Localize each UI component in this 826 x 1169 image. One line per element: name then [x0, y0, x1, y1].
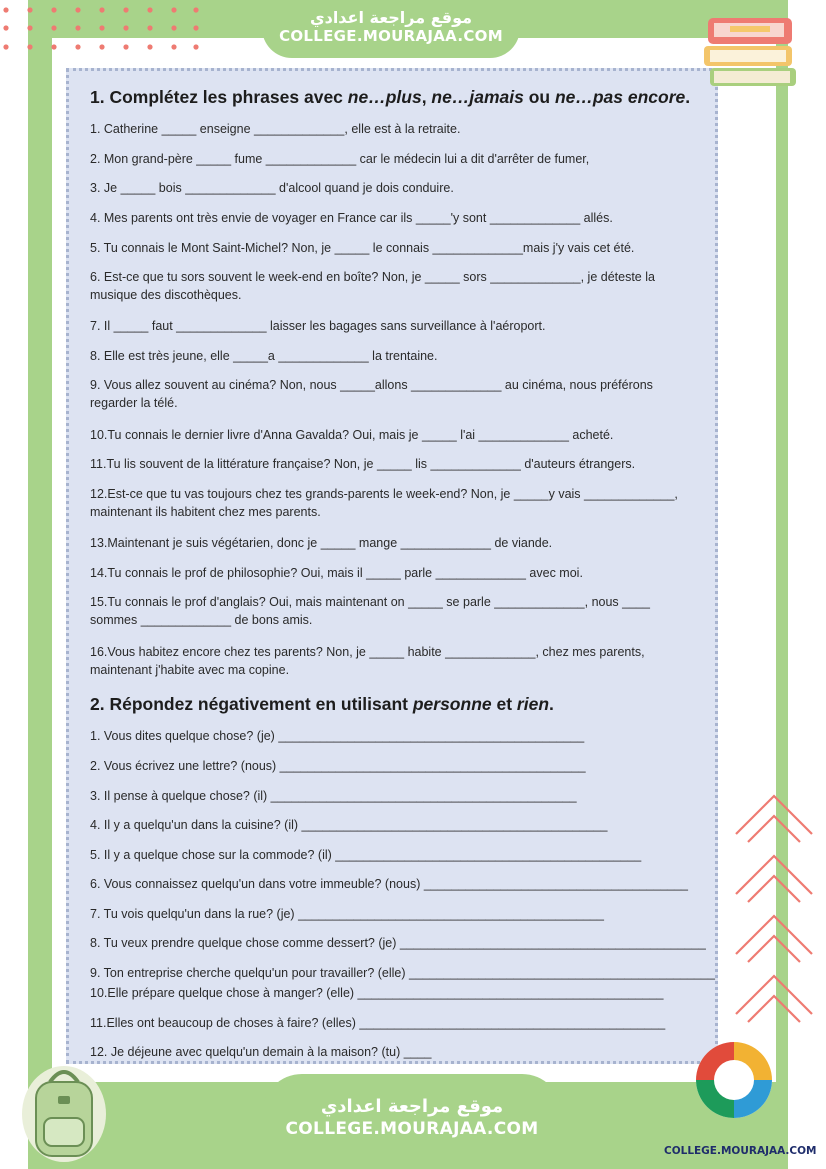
footer-arabic-title: موقع مراجعة اعدادي: [320, 1096, 504, 1117]
exercise1-item-10: 10.Tu connais le dernier livre d'Anna Gavalda? Oui, mais je _____ l'ai _____________ acheté.: [90, 428, 614, 442]
section2-title-end: .: [549, 694, 554, 714]
exercise2-item-4: 4. Il y a quelqu'un dans la cuisine? (il) ____________________________________________: [90, 818, 608, 832]
exercise2-item-2: 2. Vous écrivez une lettre? (nous) ____________________________________________: [90, 759, 586, 773]
exercise1-item-7: 7. Il _____ faut _____________ laisser les bagages sans surveillance à l'aéroport.: [90, 319, 546, 333]
section1-title-ne-pas-encore: ne…pas encore: [554, 87, 686, 107]
footer-banner: [262, 1074, 562, 1169]
exercise1-item-16: 16.Vous habitez encore chez tes parents? Non, je _____ habite _____________, chez mes parents, maintenant j'habite avec ma copine.: [90, 645, 645, 677]
exercise2-item-9: 9. Ton entreprise cherche quelqu'un pour travailler? (elle) ____________________________________________: [90, 966, 715, 980]
exercise1-item-3: 3. Je _____ bois _____________ d'alcool quand je dois conduire.: [90, 181, 454, 195]
footer-site-link[interactable]: COLLEGE.MOURAJAA.COM: [285, 1119, 539, 1139]
site-logo-icon: [692, 1020, 776, 1140]
section2-title-sep: et: [491, 694, 517, 714]
backpack-icon: [14, 1056, 114, 1166]
section1-title-text: 1. Complétez les phrases avec: [90, 87, 348, 107]
header-arabic-title: موقع مراجعة اعدادي: [309, 8, 473, 27]
exercise1-item-8: 8. Elle est très jeune, elle _____a _____________ la trentaine.: [90, 349, 438, 363]
section2-title: [90, 694, 554, 715]
exercise2-item-3: 3. Il pense à quelque chose? (il) ____________________________________________: [90, 789, 577, 803]
books-icon: [700, 10, 804, 96]
section1-title-end: .: [685, 87, 691, 107]
section2-title-text: 2. Répondez négativement en utilisant: [90, 694, 413, 714]
exercise2-item-5: 5. Il y a quelque chose sur la commode? (il) ____________________________________________: [90, 848, 642, 862]
logo-caption: COLLEGE.MOURAJAA.COM: [664, 1145, 817, 1157]
exercise1-item-1: 1. Catherine _____ enseigne _____________, elle est à la retraite.: [90, 122, 461, 136]
exercise1-item-12: 12.Est-ce que tu vas toujours chez tes grands-parents le week-end? Non, je _____y vais _____________, maintenant ils habitent chez mes parents.: [90, 487, 678, 519]
section1-title-sep1: ,: [421, 87, 432, 107]
exercise2-item-8: 8. Tu veux prendre quelque chose comme dessert? (je) ____________________________________________: [90, 936, 706, 950]
exercise2-item-10: 10.Elle prépare quelque chose à manger? (elle) ____________________________________________: [90, 986, 664, 1000]
exercise1-item-6: 6. Est-ce que tu sors souvent le week-end en boîte? Non, je _____ sors _____________, je déteste la musique des discothèques.: [90, 270, 655, 302]
exercise2-item-7: 7. Tu vois quelqu'un dans la rue? (je) ____________________________________________: [90, 907, 604, 921]
exercise2-item-1: 1. Vous dites quelque chose? (je) ____________________________________________: [90, 729, 585, 743]
section1-title: [90, 87, 690, 108]
header-banner: [262, 0, 520, 58]
exercise1-item-5: 5. Tu connais le Mont Saint-Michel? Non, je _____ le connais _____________mais j'y vais cet été.: [90, 241, 635, 255]
exercise1-item-13: 13.Maintenant je suis végétarien, donc je _____ mange _____________ de viande.: [90, 536, 553, 550]
section1-title-ne-plus: ne…plus: [347, 87, 422, 107]
decorative-dots: [0, 0, 210, 60]
exercise1-item-9: 9. Vous allez souvent au cinéma? Non, nous _____allons _____________ au cinéma, nous préférons regarder la télé.: [90, 378, 653, 410]
section1-title-sep2: ou: [523, 87, 555, 107]
exercise1-item-11: 11.Tu lis souvent de la littérature française? Non, je _____ lis _____________ d'auteurs étrangers.: [90, 457, 636, 471]
exercise1-item-15: 15.Tu connais le prof d'anglais? Oui, mais maintenant on _____ se parle _____________, nous ____ sommes _____________ de bons amis.: [90, 595, 650, 627]
exercise2-item-11: 11.Elles ont beaucoup de choses à faire? (elles) ____________________________________________: [90, 1016, 666, 1030]
section1-title-ne-jamais: ne…jamais: [431, 87, 524, 107]
exercise1-item-2: 2. Mon grand-père _____ fume _____________ car le médecin lui a dit d'arrêter de fumer,: [90, 152, 590, 166]
exercise2-item-6: 6. Vous connaissez quelqu'un dans votre immeuble? (nous) ______________________________________: [90, 877, 689, 891]
exercise1-item-14: 14.Tu connais le prof de philosophie? Oui, mais il _____ parle _____________ avec moi.: [90, 566, 583, 580]
header-site-link[interactable]: COLLEGE.MOURAJAA.COM: [279, 27, 503, 45]
exercise2-item-12: 12. Je déjeune avec quelqu'un demain à la maison? (tu) ____: [90, 1045, 432, 1059]
exercise1-item-4: 4. Mes parents ont très envie de voyager en France car ils _____'y sont _____________ allés.: [90, 211, 613, 225]
section2-title-personne: personne: [412, 694, 492, 714]
section2-title-rien: rien: [516, 694, 550, 714]
